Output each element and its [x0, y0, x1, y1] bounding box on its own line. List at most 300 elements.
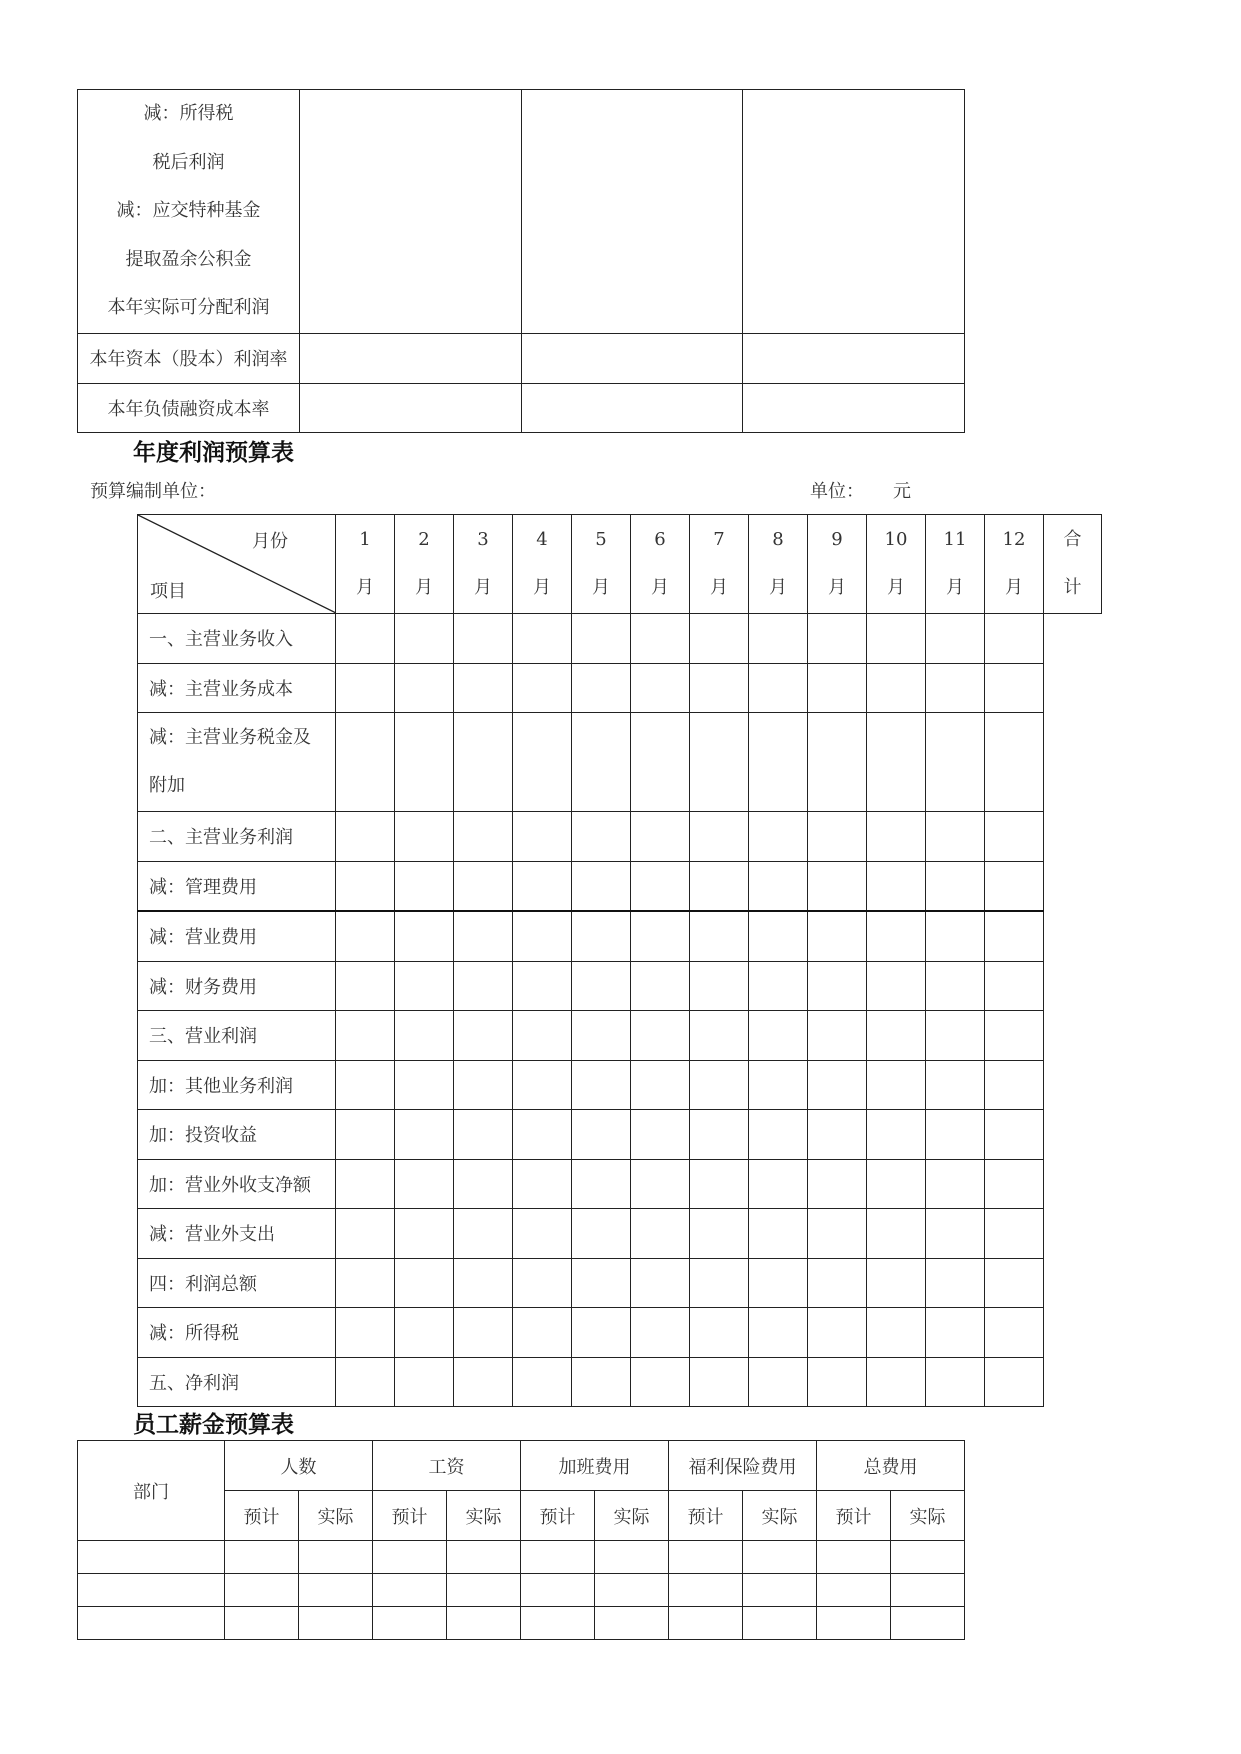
table-cell[interactable] — [454, 1308, 513, 1358]
table-cell[interactable] — [513, 614, 572, 664]
table-cell[interactable] — [572, 861, 631, 911]
table-cell[interactable] — [631, 961, 690, 1011]
table-cell[interactable] — [690, 713, 749, 812]
table-cell[interactable] — [336, 1011, 395, 1061]
table-cell[interactable] — [572, 1159, 631, 1209]
table-cell[interactable] — [513, 911, 572, 961]
table-cell[interactable] — [395, 812, 454, 862]
month-header — [808, 515, 867, 614]
table-cell[interactable] — [521, 1607, 595, 1640]
table-cell[interactable] — [926, 713, 985, 812]
table-cell[interactable] — [808, 961, 867, 1011]
table-cell[interactable] — [743, 90, 965, 334]
month-number: 11 — [943, 529, 967, 550]
table-cell[interactable] — [808, 614, 867, 664]
plan-header: 预计 — [373, 1491, 447, 1541]
table-cell[interactable] — [669, 1541, 743, 1574]
month-char: 月 — [356, 577, 374, 598]
month-number: 8 — [772, 529, 784, 550]
month-number: 7 — [713, 529, 725, 550]
table-cell[interactable] — [808, 1159, 867, 1209]
table-cell[interactable] — [749, 1011, 808, 1061]
table-cell[interactable] — [808, 1308, 867, 1358]
table-cell[interactable] — [513, 1258, 572, 1308]
month-header — [749, 515, 808, 614]
table-cell[interactable] — [513, 1209, 572, 1259]
table-cell[interactable] — [749, 961, 808, 1011]
group-header: 加班费用 — [521, 1441, 669, 1491]
table-cell[interactable] — [808, 911, 867, 961]
table-cell[interactable] — [572, 1110, 631, 1160]
table-cell[interactable] — [926, 1308, 985, 1358]
table-cell[interactable] — [690, 663, 749, 713]
table-cell[interactable] — [513, 1060, 572, 1110]
group-header: 工资 — [373, 1441, 521, 1491]
table-cell[interactable] — [513, 713, 572, 812]
month-header — [985, 515, 1044, 614]
table-cell[interactable] — [985, 911, 1044, 961]
table-cell[interactable] — [572, 713, 631, 812]
table-cell[interactable] — [985, 1060, 1044, 1110]
table-cell[interactable] — [572, 1308, 631, 1358]
table-cell[interactable] — [78, 1607, 225, 1640]
table-cell[interactable] — [336, 961, 395, 1011]
table-cell[interactable] — [808, 1209, 867, 1259]
table-cell[interactable] — [299, 1607, 373, 1640]
table-cell[interactable] — [690, 1258, 749, 1308]
month-number: 3 — [477, 529, 489, 550]
row-label — [138, 713, 336, 812]
table-cell[interactable] — [395, 1209, 454, 1259]
table-cell[interactable] — [454, 911, 513, 961]
table-cell[interactable] — [454, 1011, 513, 1061]
month-number: 2 — [418, 529, 430, 550]
table-cell[interactable] — [513, 1357, 572, 1407]
row-label: 减：所得税 — [143, 103, 234, 124]
table-cell[interactable] — [985, 663, 1044, 713]
row-label: 减：管理费用 — [138, 861, 336, 911]
table-cell[interactable] — [926, 614, 985, 664]
table-cell[interactable] — [690, 1209, 749, 1259]
table-cell[interactable] — [572, 1258, 631, 1308]
table-cell[interactable] — [749, 1110, 808, 1160]
table-cell[interactable] — [926, 1209, 985, 1259]
table-cell[interactable] — [808, 1011, 867, 1061]
table-cell[interactable] — [595, 1574, 669, 1607]
table-cell[interactable] — [395, 1357, 454, 1407]
table-cell[interactable] — [454, 961, 513, 1011]
table-cell[interactable] — [336, 713, 395, 812]
table-cell[interactable] — [336, 1258, 395, 1308]
table-cell[interactable] — [867, 1110, 926, 1160]
table-cell[interactable] — [395, 713, 454, 812]
table-cell[interactable] — [513, 861, 572, 911]
table-cell[interactable] — [513, 1308, 572, 1358]
table-cell[interactable] — [891, 1607, 965, 1640]
table-cell[interactable] — [926, 1060, 985, 1110]
table-cell[interactable] — [749, 812, 808, 862]
table-cell[interactable] — [336, 812, 395, 862]
table-cell[interactable] — [522, 333, 743, 383]
table-cell[interactable] — [867, 1357, 926, 1407]
table-cell[interactable] — [867, 861, 926, 911]
table-cell[interactable] — [631, 861, 690, 911]
total-header-line1: 合 — [1063, 529, 1082, 550]
table-cell[interactable] — [926, 861, 985, 911]
table-cell[interactable] — [631, 1258, 690, 1308]
table-row — [138, 1258, 1102, 1308]
table-cell[interactable] — [690, 861, 749, 911]
table-row — [138, 1209, 1102, 1259]
table-cell[interactable] — [513, 663, 572, 713]
table-cell[interactable] — [513, 1011, 572, 1061]
header-corner-cell — [138, 515, 336, 614]
table-row — [78, 1574, 965, 1607]
table-cell[interactable] — [926, 911, 985, 961]
table-cell[interactable] — [867, 1011, 926, 1061]
table-cell[interactable] — [395, 1308, 454, 1358]
group-header: 人数 — [225, 1441, 373, 1491]
table-cell[interactable] — [817, 1574, 891, 1607]
table-cell[interactable] — [454, 812, 513, 862]
table-cell[interactable] — [867, 713, 926, 812]
table-cell[interactable] — [743, 1607, 817, 1640]
table-cell[interactable] — [985, 713, 1044, 812]
group-header: 福利保险费用 — [669, 1441, 817, 1491]
month-number: 1 — [359, 529, 371, 550]
table-cell[interactable] — [743, 1541, 817, 1574]
table-cell[interactable] — [454, 1159, 513, 1209]
table-cell[interactable] — [749, 1159, 808, 1209]
table-row — [138, 961, 1102, 1011]
table-cell[interactable] — [926, 1357, 985, 1407]
table-cell[interactable] — [225, 1607, 299, 1640]
month-char: 月 — [533, 577, 551, 598]
table-cell[interactable] — [395, 1258, 454, 1308]
table-cell[interactable] — [867, 663, 926, 713]
table-cell[interactable] — [572, 1060, 631, 1110]
table-cell[interactable] — [749, 663, 808, 713]
month-number: 10 — [884, 529, 908, 550]
table-cell[interactable] — [985, 861, 1044, 911]
table-cell[interactable] — [690, 1357, 749, 1407]
month-char: 月 — [710, 577, 728, 598]
table-cell[interactable] — [300, 333, 522, 383]
table-cell[interactable] — [631, 1060, 690, 1110]
month-header — [867, 515, 926, 614]
table-cell[interactable] — [867, 961, 926, 1011]
table-cell[interactable] — [572, 1011, 631, 1061]
table-cell[interactable] — [513, 812, 572, 862]
table-cell[interactable] — [926, 812, 985, 862]
table-row — [138, 713, 1102, 812]
table-row — [138, 1357, 1102, 1407]
table-cell[interactable] — [522, 383, 743, 432]
table-cell[interactable] — [595, 1541, 669, 1574]
unit-label: 单位： — [810, 481, 864, 502]
table-cell[interactable] — [749, 861, 808, 911]
month-char: 月 — [651, 577, 669, 598]
table-cell[interactable] — [808, 1060, 867, 1110]
corner-month-label: 月份 — [252, 531, 288, 552]
table-cell[interactable] — [373, 1541, 447, 1574]
total-header-line2: 计 — [1063, 577, 1082, 598]
table-cell[interactable] — [454, 1209, 513, 1259]
table-cell[interactable] — [985, 614, 1044, 664]
table-cell[interactable] — [808, 663, 867, 713]
table-cell[interactable] — [522, 90, 743, 334]
table-cell[interactable] — [985, 1308, 1044, 1358]
dept-header: 部门 — [78, 1441, 225, 1541]
table-cell[interactable] — [631, 1110, 690, 1160]
table-cell[interactable] — [808, 1110, 867, 1160]
row-label: 本年实际可分配利润 — [107, 297, 270, 319]
table-cell[interactable] — [985, 1357, 1044, 1407]
table-cell[interactable] — [395, 663, 454, 713]
table-row — [138, 614, 1102, 664]
table-cell[interactable] — [631, 1357, 690, 1407]
capital-profit-table — [77, 89, 965, 433]
budget-unit-label: 预算编制单位： — [90, 481, 216, 502]
table-cell[interactable] — [395, 1110, 454, 1160]
month-char: 月 — [946, 577, 964, 598]
table-row — [138, 1011, 1102, 1061]
table-cell[interactable] — [631, 1159, 690, 1209]
month-number: 5 — [595, 529, 607, 550]
table-cell[interactable] — [690, 1110, 749, 1160]
table-cell[interactable] — [631, 1011, 690, 1061]
row-label-line2: 附加 — [149, 775, 185, 796]
table-cell[interactable] — [743, 383, 965, 432]
table-cell[interactable] — [336, 614, 395, 664]
table-cell[interactable] — [891, 1574, 965, 1607]
month-char: 月 — [769, 577, 787, 598]
table-cell[interactable] — [572, 1357, 631, 1407]
table-row — [78, 1541, 965, 1574]
row-label: 本年资本（股本）利润率 — [78, 333, 300, 383]
table-cell[interactable] — [395, 1011, 454, 1061]
table-cell[interactable] — [867, 614, 926, 664]
table-cell[interactable] — [336, 861, 395, 911]
table-cell[interactable] — [926, 961, 985, 1011]
table-cell[interactable] — [521, 1574, 595, 1607]
table-cell[interactable] — [690, 1308, 749, 1358]
table-cell[interactable] — [743, 1574, 817, 1607]
table-row — [138, 812, 1102, 862]
table-cell[interactable] — [395, 1060, 454, 1110]
table-cell[interactable] — [749, 713, 808, 812]
corner-item-label: 项目 — [150, 581, 186, 602]
actual-header: 实际 — [595, 1491, 669, 1541]
table-cell[interactable] — [867, 1159, 926, 1209]
table-cell[interactable] — [395, 614, 454, 664]
table-cell[interactable] — [669, 1574, 743, 1607]
table-cell[interactable] — [631, 1308, 690, 1358]
month-number: 4 — [536, 529, 548, 550]
table-cell[interactable] — [867, 1308, 926, 1358]
table-cell[interactable] — [395, 911, 454, 961]
salary-budget-title: 员工薪金预算表 — [133, 1412, 294, 1438]
table-cell[interactable] — [454, 663, 513, 713]
table-cell[interactable] — [299, 1541, 373, 1574]
table-cell[interactable] — [513, 1110, 572, 1160]
table-cell[interactable] — [690, 911, 749, 961]
plan-header: 预计 — [669, 1491, 743, 1541]
table-cell[interactable] — [985, 812, 1044, 862]
table-cell[interactable] — [867, 1258, 926, 1308]
table-cell[interactable] — [891, 1541, 965, 1574]
table-cell[interactable] — [572, 911, 631, 961]
table-cell[interactable] — [454, 614, 513, 664]
table-cell[interactable] — [631, 1209, 690, 1259]
table-row — [138, 1110, 1102, 1160]
row-label: 减：营业费用 — [138, 911, 336, 961]
table-cell[interactable] — [926, 1258, 985, 1308]
table-cell[interactable] — [513, 1159, 572, 1209]
table-cell[interactable] — [513, 961, 572, 1011]
table-cell[interactable] — [225, 1541, 299, 1574]
table-cell[interactable] — [985, 1110, 1044, 1160]
month-number: 12 — [1002, 529, 1026, 550]
table-row — [138, 861, 1102, 911]
table-cell[interactable] — [454, 1258, 513, 1308]
table-cell[interactable] — [521, 1541, 595, 1574]
table-cell[interactable] — [572, 812, 631, 862]
table-cell[interactable] — [78, 1541, 225, 1574]
table-cell[interactable] — [395, 861, 454, 911]
table-cell[interactable] — [336, 1357, 395, 1407]
month-char: 月 — [1005, 577, 1023, 598]
table-cell[interactable] — [447, 1574, 521, 1607]
table-cell[interactable] — [749, 1060, 808, 1110]
table-cell[interactable] — [985, 1258, 1044, 1308]
actual-header: 实际 — [743, 1491, 817, 1541]
table-cell[interactable] — [808, 812, 867, 862]
table-cell[interactable] — [926, 1011, 985, 1061]
table-cell[interactable] — [985, 961, 1044, 1011]
row-label: 加：其他业务利润 — [138, 1060, 336, 1110]
month-header — [395, 515, 454, 614]
row-label: 减：营业外支出 — [138, 1209, 336, 1259]
table-cell[interactable] — [395, 961, 454, 1011]
table-cell[interactable] — [817, 1607, 891, 1640]
table-cell[interactable] — [572, 1209, 631, 1259]
table-cell[interactable] — [454, 1060, 513, 1110]
table-row — [138, 1060, 1102, 1110]
table-cell[interactable] — [926, 663, 985, 713]
table-cell[interactable] — [743, 333, 965, 383]
table-cell[interactable] — [631, 911, 690, 961]
table-cell[interactable] — [690, 812, 749, 862]
table-cell[interactable] — [867, 911, 926, 961]
table-cell[interactable] — [749, 614, 808, 664]
table-cell[interactable] — [336, 1209, 395, 1259]
row-label: 加：营业外收支净额 — [138, 1159, 336, 1209]
table-cell[interactable] — [808, 1258, 867, 1308]
table-cell[interactable] — [631, 713, 690, 812]
table-cell[interactable] — [395, 1159, 454, 1209]
table-cell[interactable] — [817, 1541, 891, 1574]
table-cell[interactable] — [690, 614, 749, 664]
table-cell[interactable] — [572, 961, 631, 1011]
table-cell[interactable] — [631, 614, 690, 664]
table-cell[interactable] — [808, 1357, 867, 1407]
table-cell[interactable] — [447, 1541, 521, 1574]
table-cell[interactable] — [336, 1159, 395, 1209]
plan-header: 预计 — [521, 1491, 595, 1541]
table-cell[interactable] — [749, 1209, 808, 1259]
table-cell[interactable] — [808, 713, 867, 812]
table-cell[interactable] — [631, 812, 690, 862]
row-label-line1: 减：主营业务税金及 — [149, 727, 311, 748]
table-cell[interactable] — [690, 961, 749, 1011]
table-cell[interactable] — [336, 911, 395, 961]
profit-budget-table — [137, 514, 1102, 1407]
table-cell[interactable] — [985, 1011, 1044, 1061]
month-header — [926, 515, 985, 614]
table-cell[interactable] — [669, 1607, 743, 1640]
table-cell[interactable] — [454, 1110, 513, 1160]
table-cell[interactable] — [690, 1060, 749, 1110]
month-char: 月 — [592, 577, 610, 598]
table-cell[interactable] — [78, 1574, 225, 1607]
table-cell[interactable] — [926, 1110, 985, 1160]
table-cell[interactable] — [985, 1159, 1044, 1209]
table-cell[interactable] — [595, 1607, 669, 1640]
row-label: 二、主营业务利润 — [138, 812, 336, 862]
table-cell[interactable] — [300, 90, 522, 334]
table-cell[interactable] — [299, 1574, 373, 1607]
table-cell[interactable] — [336, 1060, 395, 1110]
table-cell[interactable] — [749, 1258, 808, 1308]
table-cell[interactable] — [867, 812, 926, 862]
table-cell[interactable] — [454, 1357, 513, 1407]
table-cell[interactable] — [454, 861, 513, 911]
row-label: 本年负债融资成本率 — [78, 383, 300, 432]
table-cell[interactable] — [631, 663, 690, 713]
table-cell[interactable] — [572, 614, 631, 664]
table-cell[interactable] — [336, 1308, 395, 1358]
table-cell[interactable] — [926, 1159, 985, 1209]
unit-value: 元 — [893, 481, 911, 502]
table-cell[interactable] — [867, 1209, 926, 1259]
table-cell[interactable] — [225, 1574, 299, 1607]
table-cell[interactable] — [749, 1308, 808, 1358]
table-cell[interactable] — [373, 1607, 447, 1640]
month-header — [572, 515, 631, 614]
table-cell[interactable] — [373, 1574, 447, 1607]
table-cell[interactable] — [867, 1060, 926, 1110]
table-cell[interactable] — [749, 1357, 808, 1407]
table-cell[interactable] — [985, 1209, 1044, 1259]
table-cell[interactable] — [454, 713, 513, 812]
table-cell[interactable] — [336, 663, 395, 713]
month-header — [631, 515, 690, 614]
table-cell[interactable] — [690, 1159, 749, 1209]
row-label: 加：投资收益 — [138, 1110, 336, 1160]
table-cell[interactable] — [300, 383, 522, 432]
actual-header: 实际 — [299, 1491, 373, 1541]
table-cell[interactable] — [336, 1110, 395, 1160]
plan-header: 预计 — [225, 1491, 299, 1541]
table-cell[interactable] — [749, 911, 808, 961]
table-cell[interactable] — [808, 861, 867, 911]
month-header — [513, 515, 572, 614]
table-cell[interactable] — [690, 1011, 749, 1061]
table-cell[interactable] — [572, 663, 631, 713]
row-label: 三、营业利润 — [138, 1011, 336, 1061]
table-cell[interactable] — [447, 1607, 521, 1640]
